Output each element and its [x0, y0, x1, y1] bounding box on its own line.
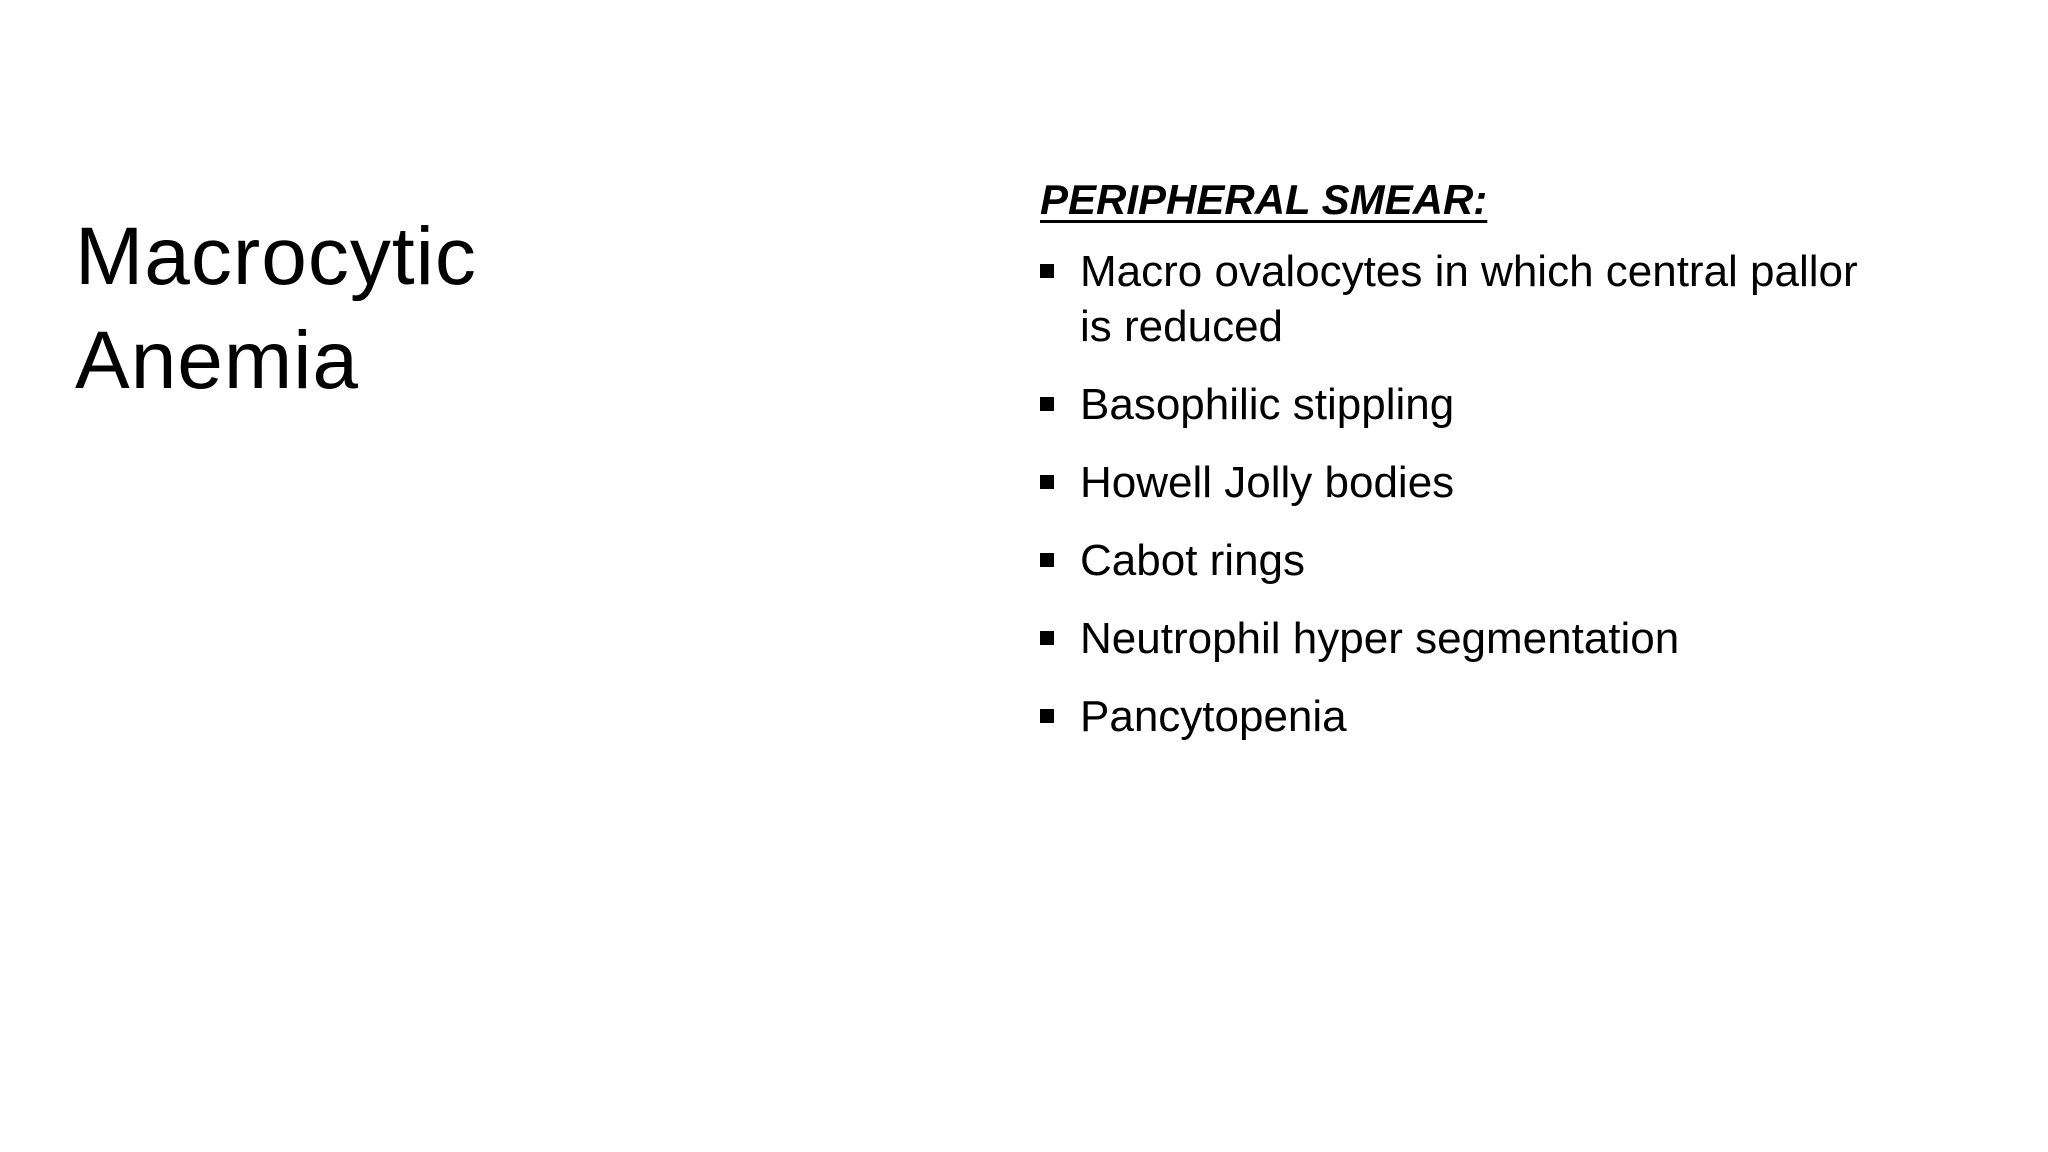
square-bullet-icon [1040, 397, 1054, 411]
square-bullet-icon [1040, 631, 1054, 645]
bullet-text: Neutrophil hyper segmentation [1080, 614, 1680, 663]
bullet-list [1040, 244, 1940, 744]
bullet-item [1040, 611, 1860, 666]
bullet-item [1040, 455, 1860, 510]
square-bullet-icon [1040, 475, 1054, 489]
bullet-text: Basophilic stippling [1080, 380, 1455, 429]
square-bullet-icon [1040, 553, 1054, 567]
bullet-item [1040, 244, 1860, 354]
title-line: Anemia [75, 315, 360, 406]
bullet-text: Pancytopenia [1080, 692, 1347, 741]
bullet-item [1040, 377, 1860, 432]
bullet-text: Cabot rings [1080, 536, 1306, 585]
slide-title [75, 205, 855, 413]
square-bullet-icon [1040, 264, 1054, 278]
bullet-text: Howell Jolly bodies [1080, 458, 1455, 507]
section-heading: PERIPHERAL SMEAR: [1040, 176, 1488, 223]
title-line: Macrocytic [75, 211, 477, 302]
bullet-item [1040, 533, 1860, 588]
bullet-text: Macro ovalocytes in which central pallor is reduced [1080, 247, 1858, 351]
square-bullet-icon [1040, 709, 1054, 723]
content-area [1040, 170, 1940, 767]
bullet-item [1040, 689, 1860, 744]
